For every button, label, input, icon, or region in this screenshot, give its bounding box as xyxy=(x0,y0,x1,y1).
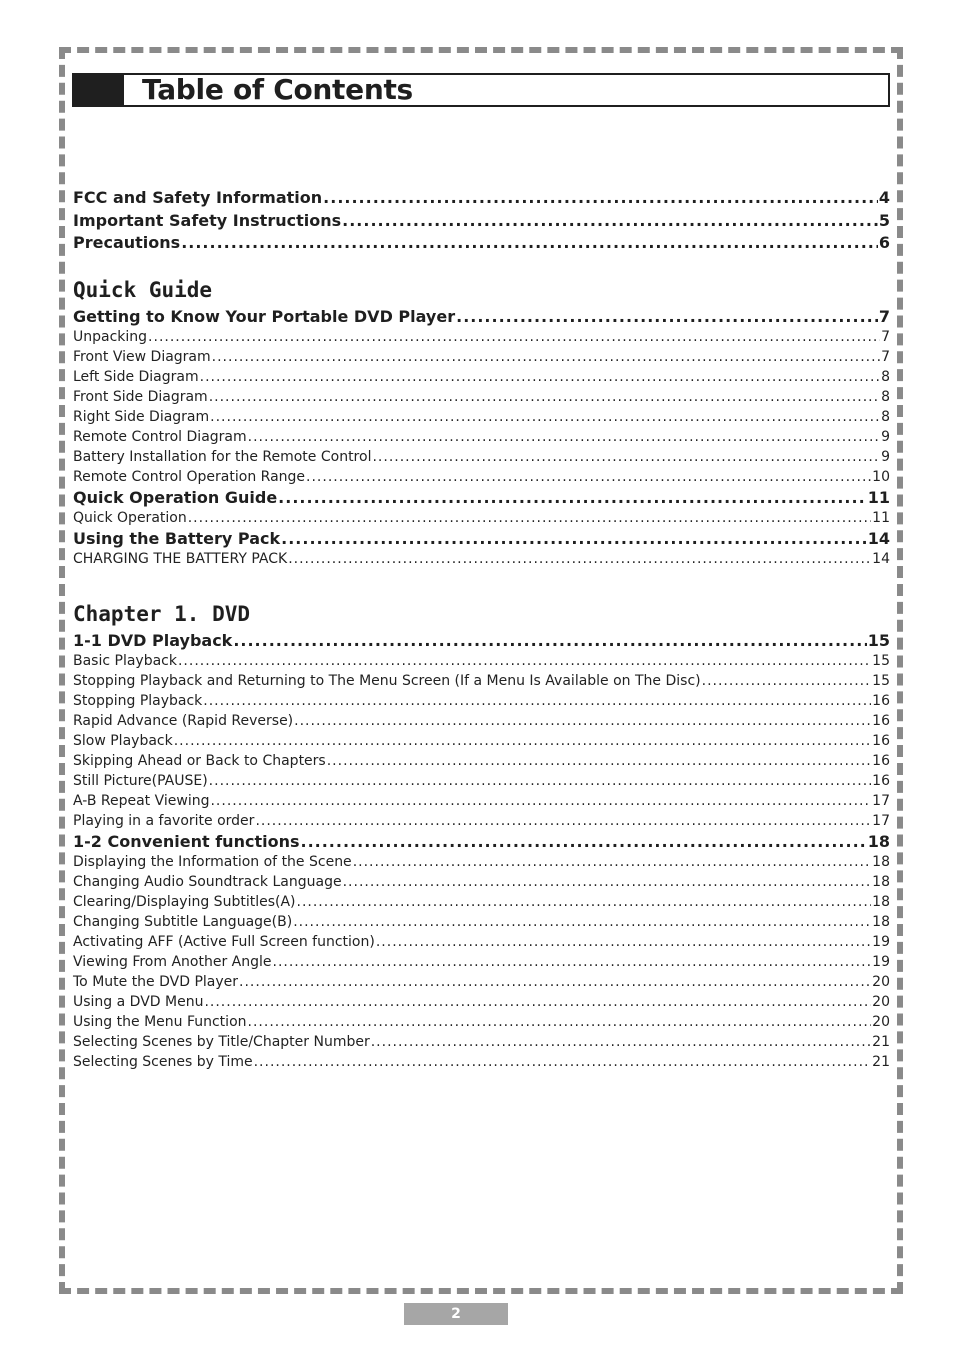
toc-entry-page: 16 xyxy=(872,713,890,729)
toc-entry[interactable] xyxy=(73,210,890,233)
toc-entry-label: Quick Operation Guide xyxy=(73,488,278,507)
toc-entry-page: 9 xyxy=(881,429,890,445)
toc-entry-label: Getting to Know Your Portable DVD Player xyxy=(73,307,456,326)
toc-entry[interactable] xyxy=(73,852,890,872)
toc-entry-page: 4 xyxy=(878,188,890,207)
toc-entry[interactable] xyxy=(73,367,890,387)
toc-entry-label: 1-1 DVD Playback xyxy=(73,631,233,650)
toc-leader-dots xyxy=(209,387,880,407)
toc-entry-label: Using the Battery Pack xyxy=(73,529,281,548)
toc-entry[interactable] xyxy=(73,791,890,811)
toc-leader-dots xyxy=(273,952,872,972)
toc-entry-page: 17 xyxy=(872,793,890,809)
toc-entry-label: Front Side Diagram xyxy=(73,389,208,405)
toc-leader-dots xyxy=(293,912,871,932)
toc-leader-dots xyxy=(248,427,880,447)
toc-entry[interactable] xyxy=(73,347,890,367)
toc-entry-label: Changing Audio Soundtrack Language xyxy=(73,874,342,890)
toc-entry-page: 7 xyxy=(881,329,890,345)
toc-leader-dots xyxy=(148,327,880,347)
toc-entry-page: 14 xyxy=(867,529,890,548)
toc-entry-label: 1-2 Convenient functions xyxy=(73,832,300,851)
toc-entry-page: 15 xyxy=(872,673,890,689)
toc-leader-dots xyxy=(181,232,878,255)
toc-entry-label: Still Picture(PAUSE) xyxy=(73,773,208,789)
toc-entry[interactable] xyxy=(73,671,890,691)
toc-entry[interactable] xyxy=(73,528,890,549)
toc-entry[interactable] xyxy=(73,187,890,210)
toc-leader-dots xyxy=(239,972,871,992)
toc-entry-label: Using the Menu Function xyxy=(73,1014,247,1030)
toc-entry-page: 6 xyxy=(878,233,890,253)
toc-leader-dots xyxy=(306,467,871,487)
toc-entry-label: Clearing/Displaying Subtitles(A) xyxy=(73,894,296,910)
toc-entry-page: 19 xyxy=(872,954,890,970)
toc-leader-dots xyxy=(281,528,867,549)
toc-entry-label: Rapid Advance (Rapid Reverse) xyxy=(73,713,294,729)
toc-entry-label: FCC and Safety Information xyxy=(73,188,323,207)
toc-entry-page: 16 xyxy=(872,753,890,769)
toc-entry-label: Front View Diagram xyxy=(73,349,211,365)
toc-entry-label: Selecting Scenes by Time xyxy=(73,1054,253,1070)
toc-entry-page: 8 xyxy=(881,369,890,385)
toc-entry-label: CHARGING THE BATTERY PACK xyxy=(73,551,288,567)
page-number: 2 xyxy=(404,1303,508,1325)
toc-entry-label: To Mute the DVD Player xyxy=(73,974,239,990)
toc-quick-guide-list xyxy=(73,306,890,569)
toc-entry-page: 18 xyxy=(872,894,890,910)
toc-entry-label: Basic Playback xyxy=(73,653,177,669)
toc-entry-label: Slow Playback xyxy=(73,733,173,749)
toc-entry-page: 17 xyxy=(872,813,890,829)
toc-entry-page: 16 xyxy=(872,693,890,709)
toc-leader-dots xyxy=(248,1012,872,1032)
toc-leader-dots xyxy=(288,549,871,569)
toc-entry-label: Unpacking xyxy=(73,329,148,345)
title-block-decoration xyxy=(74,75,124,105)
toc-leader-dots xyxy=(456,306,878,327)
toc-entry[interactable] xyxy=(73,447,890,467)
toc-entry-page: 8 xyxy=(881,389,890,405)
toc-leader-dots xyxy=(300,831,866,852)
toc-entry[interactable] xyxy=(73,427,890,447)
section-title-chapter-1: Chapter 1. DVD xyxy=(73,602,251,626)
toc-entry[interactable] xyxy=(73,912,890,932)
title-bar xyxy=(72,73,890,107)
toc-entry-page: 20 xyxy=(872,1014,890,1030)
toc-leader-dots xyxy=(342,210,878,233)
toc-entry[interactable] xyxy=(73,751,890,771)
toc-entry[interactable] xyxy=(73,1052,890,1072)
toc-leader-dots xyxy=(371,1032,871,1052)
toc-chapter-1-list xyxy=(73,630,890,1072)
toc-entry[interactable] xyxy=(73,508,890,528)
toc-entry-page: 15 xyxy=(867,631,890,650)
toc-entry-label: Precautions xyxy=(73,233,181,253)
toc-leader-dots xyxy=(353,852,871,872)
toc-entry-page: 18 xyxy=(872,914,890,930)
toc-entry-page: 18 xyxy=(867,832,890,851)
toc-entry-label: Activating AFF (Active Full Screen function) xyxy=(73,934,375,950)
toc-entry[interactable] xyxy=(73,691,890,711)
toc-entry-page: 11 xyxy=(867,488,890,507)
toc-entry[interactable] xyxy=(73,306,890,327)
toc-entry[interactable] xyxy=(73,872,890,892)
toc-entry[interactable] xyxy=(73,711,890,731)
toc-leader-dots xyxy=(204,992,871,1012)
toc-entry-label: Stopping Playback and Returning to The Menu Screen (If a Menu Is Available on The Disc) xyxy=(73,673,701,689)
toc-entry[interactable] xyxy=(73,1032,890,1052)
toc-entry-label: A-B Repeat Viewing xyxy=(73,793,210,809)
toc-entry-label: Selecting Scenes by Title/Chapter Number xyxy=(73,1034,370,1050)
toc-entry-label: Right Side Diagram xyxy=(73,409,210,425)
toc-leader-dots xyxy=(178,651,871,671)
toc-entry-page: 21 xyxy=(872,1034,890,1050)
toc-entry-label: Displaying the Information of the Scene xyxy=(73,854,352,870)
toc-entry-label: Quick Operation xyxy=(73,510,187,526)
toc-entry-page: 16 xyxy=(872,733,890,749)
toc-entry[interactable] xyxy=(73,630,890,651)
toc-entry[interactable] xyxy=(73,892,890,912)
toc-leader-dots xyxy=(209,771,872,791)
toc-leader-dots xyxy=(702,671,872,691)
toc-entry-page: 19 xyxy=(872,934,890,950)
toc-leader-dots xyxy=(278,487,867,508)
toc-leader-dots xyxy=(212,347,880,367)
toc-entry-label: Skipping Ahead or Back to Chapters xyxy=(73,753,326,769)
toc-entry-label: Important Safety Instructions xyxy=(73,210,342,230)
toc-entry-page: 11 xyxy=(872,510,890,526)
toc-leader-dots xyxy=(233,630,866,651)
toc-entry-label: Changing Subtitle Language(B) xyxy=(73,914,293,930)
toc-leader-dots xyxy=(294,711,871,731)
section-title-quick-guide: Quick Guide xyxy=(73,278,213,302)
toc-entry-page: 5 xyxy=(878,210,890,230)
toc-leader-dots xyxy=(323,187,878,210)
toc-intro-list xyxy=(73,187,890,255)
toc-entry[interactable] xyxy=(73,327,890,347)
toc-leader-dots xyxy=(376,932,871,952)
toc-entry-label: Viewing From Another Angle xyxy=(73,954,272,970)
toc-entry[interactable] xyxy=(73,1012,890,1032)
toc-entry[interactable] xyxy=(73,387,890,407)
toc-leader-dots xyxy=(203,691,871,711)
toc-leader-dots xyxy=(200,367,880,387)
toc-entry-page: 20 xyxy=(872,994,890,1010)
toc-entry-label: Stopping Playback xyxy=(73,693,203,709)
toc-leader-dots xyxy=(210,791,871,811)
toc-entry[interactable] xyxy=(73,487,890,508)
toc-entry-page: 15 xyxy=(872,653,890,669)
toc-entry[interactable] xyxy=(73,731,890,751)
toc-entry-page: 14 xyxy=(872,551,890,567)
toc-entry[interactable] xyxy=(73,972,890,992)
toc-leader-dots xyxy=(255,811,871,831)
toc-entry[interactable] xyxy=(73,407,890,427)
toc-entry[interactable] xyxy=(73,992,890,1012)
toc-entry-page: 21 xyxy=(872,1054,890,1070)
toc-leader-dots xyxy=(210,407,880,427)
toc-entry-page: 18 xyxy=(872,874,890,890)
toc-leader-dots xyxy=(254,1052,872,1072)
toc-entry-page: 9 xyxy=(881,449,890,465)
toc-entry-page: 7 xyxy=(881,349,890,365)
toc-entry[interactable] xyxy=(73,232,890,255)
toc-leader-dots xyxy=(188,508,871,528)
toc-entry[interactable] xyxy=(73,811,890,831)
toc-entry-page: 20 xyxy=(872,974,890,990)
toc-entry-label: Using a DVD Menu xyxy=(73,994,204,1010)
toc-entry[interactable] xyxy=(73,932,890,952)
toc-entry-label: Remote Control Operation Range xyxy=(73,469,306,485)
toc-entry-label: Battery Installation for the Remote Control xyxy=(73,449,372,465)
page-title: Table of Contents xyxy=(142,73,413,106)
toc-entry-page: 10 xyxy=(872,469,890,485)
toc-leader-dots xyxy=(343,872,872,892)
toc-leader-dots xyxy=(297,892,872,912)
toc-entry[interactable] xyxy=(73,467,890,487)
toc-entry[interactable] xyxy=(73,771,890,791)
toc-entry-label: Remote Control Diagram xyxy=(73,429,247,445)
toc-entry-label: Playing in a favorite order xyxy=(73,813,255,829)
toc-entry[interactable] xyxy=(73,831,890,852)
toc-entry[interactable] xyxy=(73,952,890,972)
toc-entry-page: 8 xyxy=(881,409,890,425)
toc-leader-dots xyxy=(327,751,871,771)
toc-entry-page: 7 xyxy=(878,307,890,326)
toc-leader-dots xyxy=(174,731,871,751)
toc-entry-label: Left Side Diagram xyxy=(73,369,199,385)
toc-entry[interactable] xyxy=(73,651,890,671)
toc-entry[interactable] xyxy=(73,549,890,569)
toc-entry-page: 18 xyxy=(872,854,890,870)
toc-entry-page: 16 xyxy=(872,773,890,789)
toc-leader-dots xyxy=(372,447,880,467)
